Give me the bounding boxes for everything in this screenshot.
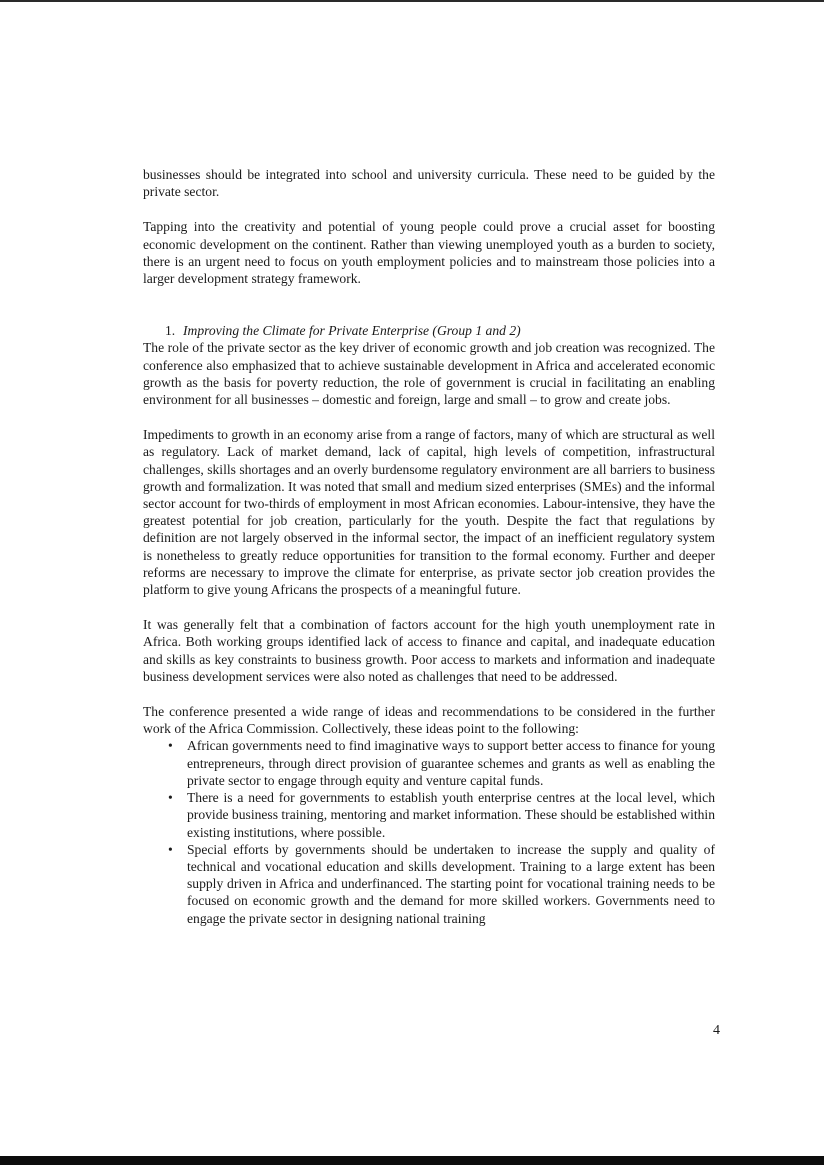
list-item-text: African governments need to find imaginative ways to support better access to finance for young entrepreneurs, through direct provision of guarantee schemes and grants as well as enabling the private sector to engage through equity and venture capital funds. (187, 738, 715, 788)
section-heading (165, 322, 715, 339)
scan-edge-top (0, 0, 824, 2)
paragraph-youth-creativity: Tapping into the creativity and potential of young people could prove a crucial asset for boosting economic development on the continent. Rather than viewing unemployed youth as a burden to society, there is an urgent need to focus on youth employment policies and to mainstream those policies into a larger development strategy framework. (143, 219, 715, 287)
document-body (143, 166, 715, 927)
list-item (143, 841, 715, 927)
section-title: Improving the Climate for Private Enterprise (Group 1 and 2) (183, 323, 521, 339)
paragraph-continuation: businesses should be integrated into school and university curricula. These need to be guided by the private sector. (143, 167, 715, 200)
page-number: 4 (713, 1023, 720, 1038)
scan-edge-bottom (0, 1156, 824, 1165)
list-item-text: Special efforts by governments should be undertaken to increase the supply and quality of technical and vocational education and skills development. Training to a large extent has been supply driven in Africa and underfinanced. The starting point for vocational training needs to be focused on economic growth and the demand for more skilled workers. Governments need to engage the private sector in designing national training (187, 841, 715, 926)
bullet-icon: • (168, 738, 173, 754)
paragraph-private-sector-role: The role of the private sector as the key driver of economic growth and job creation was recognized. The conference also emphasized that to achieve sustainable development in Africa and accelerated economic growth as the basis for poverty reduction, the role of government is crucial in facilitating an enabling environment for all businesses – domestic and foreign, large and small – to grow and create jobs. (143, 340, 715, 408)
list-item (143, 737, 715, 789)
paragraph-impediments: Impediments to growth in an economy arise from a range of factors, many of which are structural as well as regulatory. Lack of market demand, lack of capital, high levels of competition, infrastructural challenges, skills shortages and an overly burdensome regulatory environment are all barriers to business growth and formalization. It was noted that small and medium sized enterprises (SMEs) and the informal sector account for two-thirds of employment in most African economies. Labour-intensive, they have the greatest potential for job creation, particularly for the youth. Despite the fact that regulations by definition are not largely observed in the informal sector, the impact of an inefficient regulatory system is nonetheless to greatly reduce opportunities for transition to the formal economy. Further and deeper reforms are necessary to improve the climate for enterprise, as private sector job creation provides the platform to give young Africans the prospects of a meaningful future. (143, 427, 715, 598)
bullet-icon: • (168, 790, 173, 806)
recommendations-list (143, 737, 715, 926)
section-number: 1. (165, 323, 176, 339)
paragraph-youth-unemployment: It was generally felt that a combination of factors account for the high youth unemployment rate in Africa. Both working groups identified lack of access to finance and capital, and inadequate education and skills as key constraints to business growth. Poor access to markets and information and inadequate business development services were also noted as challenges that need to be addressed. (143, 617, 715, 684)
list-item (143, 789, 715, 841)
paragraph-recommendations-intro: The conference presented a wide range of ideas and recommendations to be considered in the further work of the Africa Commission. Collectively, these ideas point to the following: (143, 704, 715, 737)
list-item-text: There is a need for governments to establish youth enterprise centres at the local level, which provide business training, mentoring and market information. These should be established within existing institutions, where possible. (187, 790, 715, 840)
bullet-icon: • (168, 841, 173, 857)
